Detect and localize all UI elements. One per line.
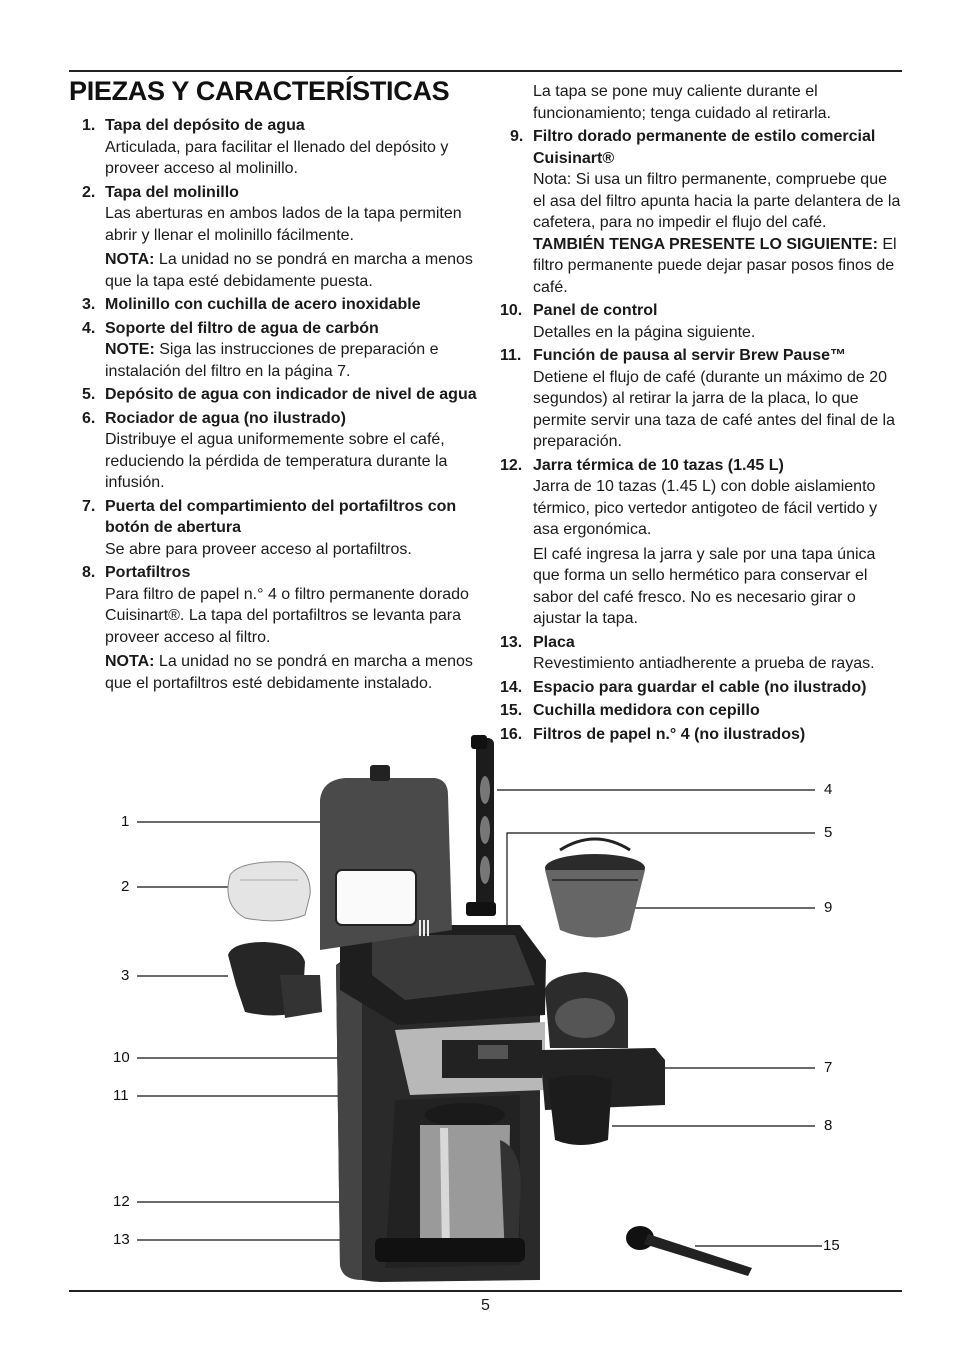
item-number: 2. xyxy=(82,183,96,201)
note-text: La unidad no se pondrá en marcha a menos que la tapa esté debidamente puesta. xyxy=(105,251,473,290)
item-number: 10. xyxy=(500,302,523,319)
note-label: NOTE: xyxy=(105,341,155,358)
item-number: 12. xyxy=(500,456,523,474)
item-title: Portafiltros xyxy=(105,564,191,581)
callout-label: 7 xyxy=(824,1059,833,1076)
item-title: Filtros de papel n.° 4 (no ilustrados) xyxy=(533,725,806,743)
item-number: 8. xyxy=(82,564,96,581)
callout-label: 12 xyxy=(113,1193,130,1210)
page-title: PIEZAS Y CARACTERÍSTICAS xyxy=(69,76,450,106)
callout-label: 15 xyxy=(823,1237,840,1254)
callout-label: 11 xyxy=(113,1087,129,1104)
item-title: Molinillo con cuchilla de acero inoxidable xyxy=(105,296,421,313)
item-number: 4. xyxy=(82,319,96,337)
item-description: Detiene el flujo de café (durante un máximo de 20 segundos) al retirar la jarra de la placa, lo que permite servir una taza de café antes del final de la preparación. xyxy=(533,368,895,450)
item-number: 15. xyxy=(500,702,523,719)
item-title: Jarra térmica de 10 tazas (1.45 L) xyxy=(533,456,784,474)
callout-label: 2 xyxy=(121,878,130,895)
callout-label: 1 xyxy=(121,813,130,830)
item-number: 11. xyxy=(500,347,522,364)
callout-label: 3 xyxy=(121,967,130,984)
item-description: Jarra de 10 tazas (1.45 L) con doble aislamiento térmico, pico vertedor antigoteo de fácil vertido y asa ergonómica. xyxy=(533,478,878,538)
gold-tone-filter xyxy=(545,839,645,938)
item-description: Para filtro de papel n.° 4 o filtro permanente dorado Cuisinart®. La tapa del portafiltros se levanta para proveer acceso al filtro. xyxy=(105,585,469,646)
bottom-rule xyxy=(69,1290,902,1292)
callout-label: 4 xyxy=(824,781,833,798)
note-label: TAMBIÉN TENGA PRESENTE LO SIGUIENTE: xyxy=(533,235,878,253)
note-label: NOTA: xyxy=(105,251,155,268)
item-note: El café ingresa la jarra y sale por una tapa única que forma un sello hermético para conservar el sabor del café fresco. No es necesario girar o ajustar la tapa. xyxy=(533,545,876,627)
item-number: 16. xyxy=(500,725,523,743)
item-number: 9. xyxy=(510,128,524,145)
item-title: Placa xyxy=(533,633,575,651)
item-title: Función de pausa al servir Brew Pause™ xyxy=(533,347,846,364)
item-description: Revestimiento antiadherente a prueba de rayas. xyxy=(533,655,875,672)
item-number: 14. xyxy=(500,678,523,696)
item-number: 7. xyxy=(82,497,96,515)
item-description-text: Nota: Si usa un filtro permanente, compruebe que el asa del filtro apunta hacia la parte delantera de la cafetera, para no impedir el flujo del café. xyxy=(533,171,901,231)
callout-label: 5 xyxy=(824,824,833,841)
item-number: 6. xyxy=(82,409,96,427)
item-title: Puerta del compartimiento del portafiltros con botón de abertura xyxy=(105,497,457,536)
callout-label: 10 xyxy=(113,1049,130,1066)
continuation-text: La tapa se pone muy caliente durante el funcionamiento; tenga cuidado al retirarla. xyxy=(533,83,831,122)
item-description: Distribuye el agua uniformemente sobre el café, reduciendo la pérdida de temperatura durante la infusión. xyxy=(105,431,448,491)
note-text: La unidad no se pondrá en marcha a menos que el portafiltros esté debidamente instalado. xyxy=(105,653,473,692)
item-title: Espacio para guardar el cable (no ilustrado) xyxy=(533,678,867,696)
grinder-lid xyxy=(228,862,310,921)
measuring-scoop xyxy=(626,1226,752,1276)
item-title: Rociador de agua (no ilustrado) xyxy=(105,409,346,427)
item-title: Panel de control xyxy=(533,302,658,319)
item-description: Se abre para proveer acceso al portafiltros. xyxy=(105,540,412,558)
filter-basket xyxy=(540,972,665,1145)
page-number: 5 xyxy=(481,1297,490,1314)
reservoir-lid xyxy=(320,765,452,950)
callout-label: 9 xyxy=(824,899,833,916)
water-filter-holder xyxy=(466,735,496,916)
item-title: Cuchilla medidora con cepillo xyxy=(533,702,760,719)
item-title: Depósito de agua con indicador de nivel de agua xyxy=(105,386,477,403)
note-label: NOTA: xyxy=(105,653,155,670)
callout-label: 8 xyxy=(824,1117,833,1134)
item-description: Las aberturas en ambos lados de la tapa permiten abrir y llenar el molinillo fácilmente. xyxy=(105,205,462,244)
item-title: Soporte del filtro de agua de carbón xyxy=(105,319,379,337)
item-number: 13. xyxy=(500,633,523,651)
item-title: Filtro dorado permanente de estilo comercial Cuisinart® xyxy=(533,128,876,167)
item-number: 5. xyxy=(82,386,96,403)
grinder xyxy=(228,942,322,1018)
item-number: 1. xyxy=(82,117,96,134)
item-description: Detalles en la página siguiente. xyxy=(533,323,756,341)
item-number: 3. xyxy=(82,296,96,313)
note-text: El filtro permanente puede dejar pasar posos finos de café. xyxy=(533,235,897,296)
item-title: Tapa del depósito de agua xyxy=(105,117,305,134)
item-description: Articulada, para facilitar el llenado del depósito y proveer acceso al molinillo. xyxy=(105,138,449,177)
callout-label: 13 xyxy=(113,1231,130,1248)
note-text: Siga las instrucciones de preparación e instalación del filtro en la página 7. xyxy=(105,341,439,380)
item-title: Tapa del molinillo xyxy=(105,183,239,201)
